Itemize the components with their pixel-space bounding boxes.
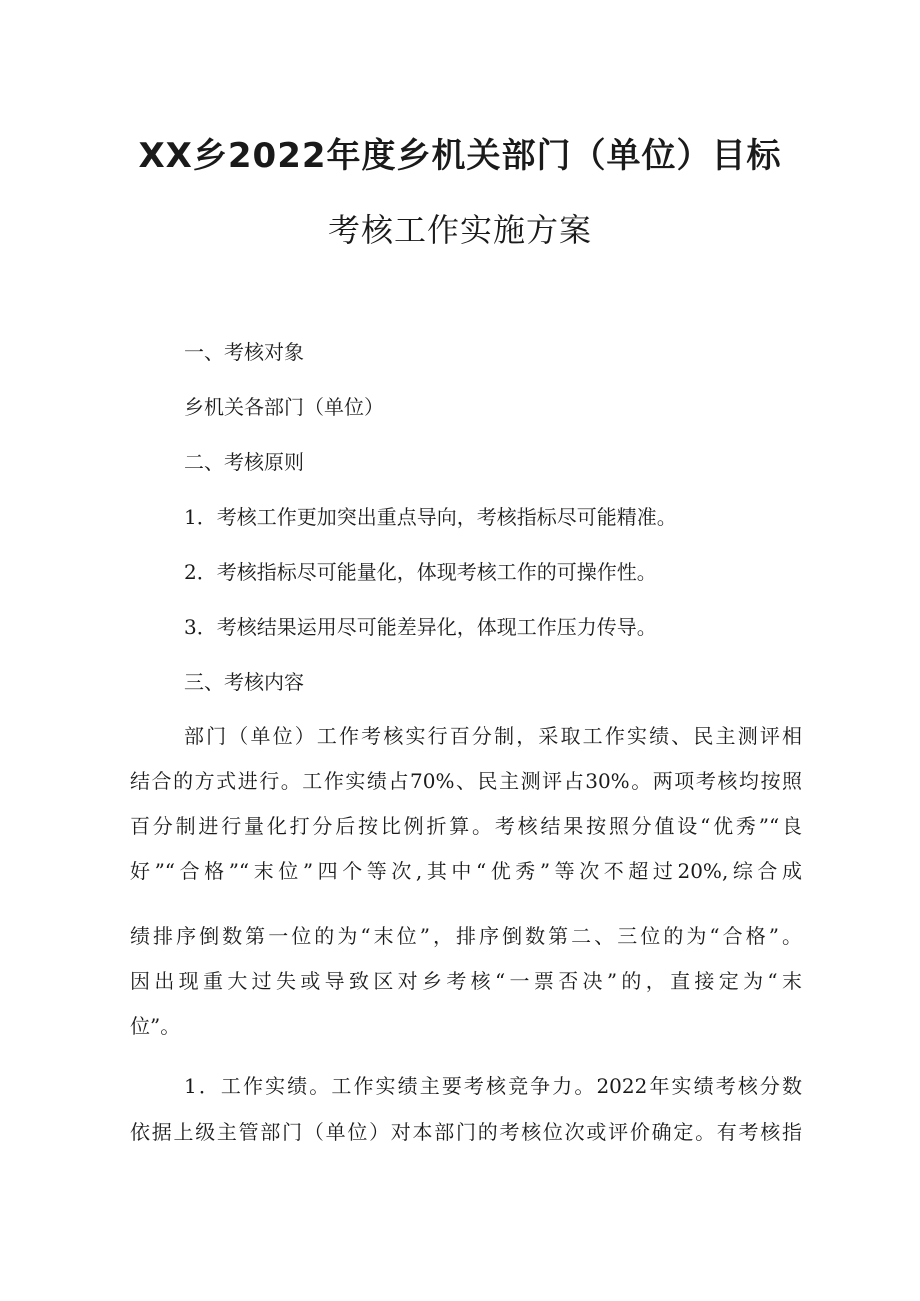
- content-paragraph-line: 因出现重大过失或导致区对乡考核“一票否决”的，直接定为“末: [130, 969, 802, 993]
- content-paragraph-line: 绩排序倒数第一位的为“末位”，排序倒数第二、三位的为“合格”。: [130, 924, 802, 948]
- section-body-targets: 乡机关各部门（单位）: [184, 395, 384, 419]
- performance-paragraph-line: 依据上级主管部门（单位）对本部门的考核位次或评价确定。有考核指: [130, 1120, 802, 1144]
- principle-item-2: 2．考核指标尽可能量化，体现考核工作的可操作性。: [184, 560, 657, 584]
- principle-item-3: 3．考核结果运用尽可能差异化，体现工作压力传导。: [184, 615, 657, 639]
- content-paragraph-line: 结合的方式进行。工作实绩占70%、民主测评占30%。两项考核均按照: [130, 769, 802, 793]
- principle-item-1: 1．考核工作更加突出重点导向，考核指标尽可能精准。: [184, 505, 677, 529]
- content-paragraph-line: 部门（单位）工作考核实行百分制，采取工作实绩、民主测评相: [184, 724, 802, 748]
- document-title-line1: XX乡2022年度乡机关部门（单位）目标: [138, 136, 782, 176]
- section-heading-content: 三、考核内容: [184, 670, 304, 694]
- section-heading-principles: 二、考核原则: [184, 450, 304, 474]
- section-heading-targets: 一、考核对象: [184, 340, 304, 364]
- content-paragraph-line: 百分制进行量化打分后按比例折算。考核结果按照分值设“优秀”“良: [130, 814, 802, 838]
- document-title-line2: 考核工作实施方案: [327, 211, 592, 249]
- content-paragraph-line: 好”“合格”“末位”四个等次,其中“优秀”等次不超过20%,综合成: [130, 859, 802, 883]
- content-paragraph-line: 位”。: [130, 1014, 181, 1038]
- performance-paragraph-line: 1．工作实绩。工作实绩主要考核竞争力。2022年实绩考核分数: [184, 1074, 802, 1098]
